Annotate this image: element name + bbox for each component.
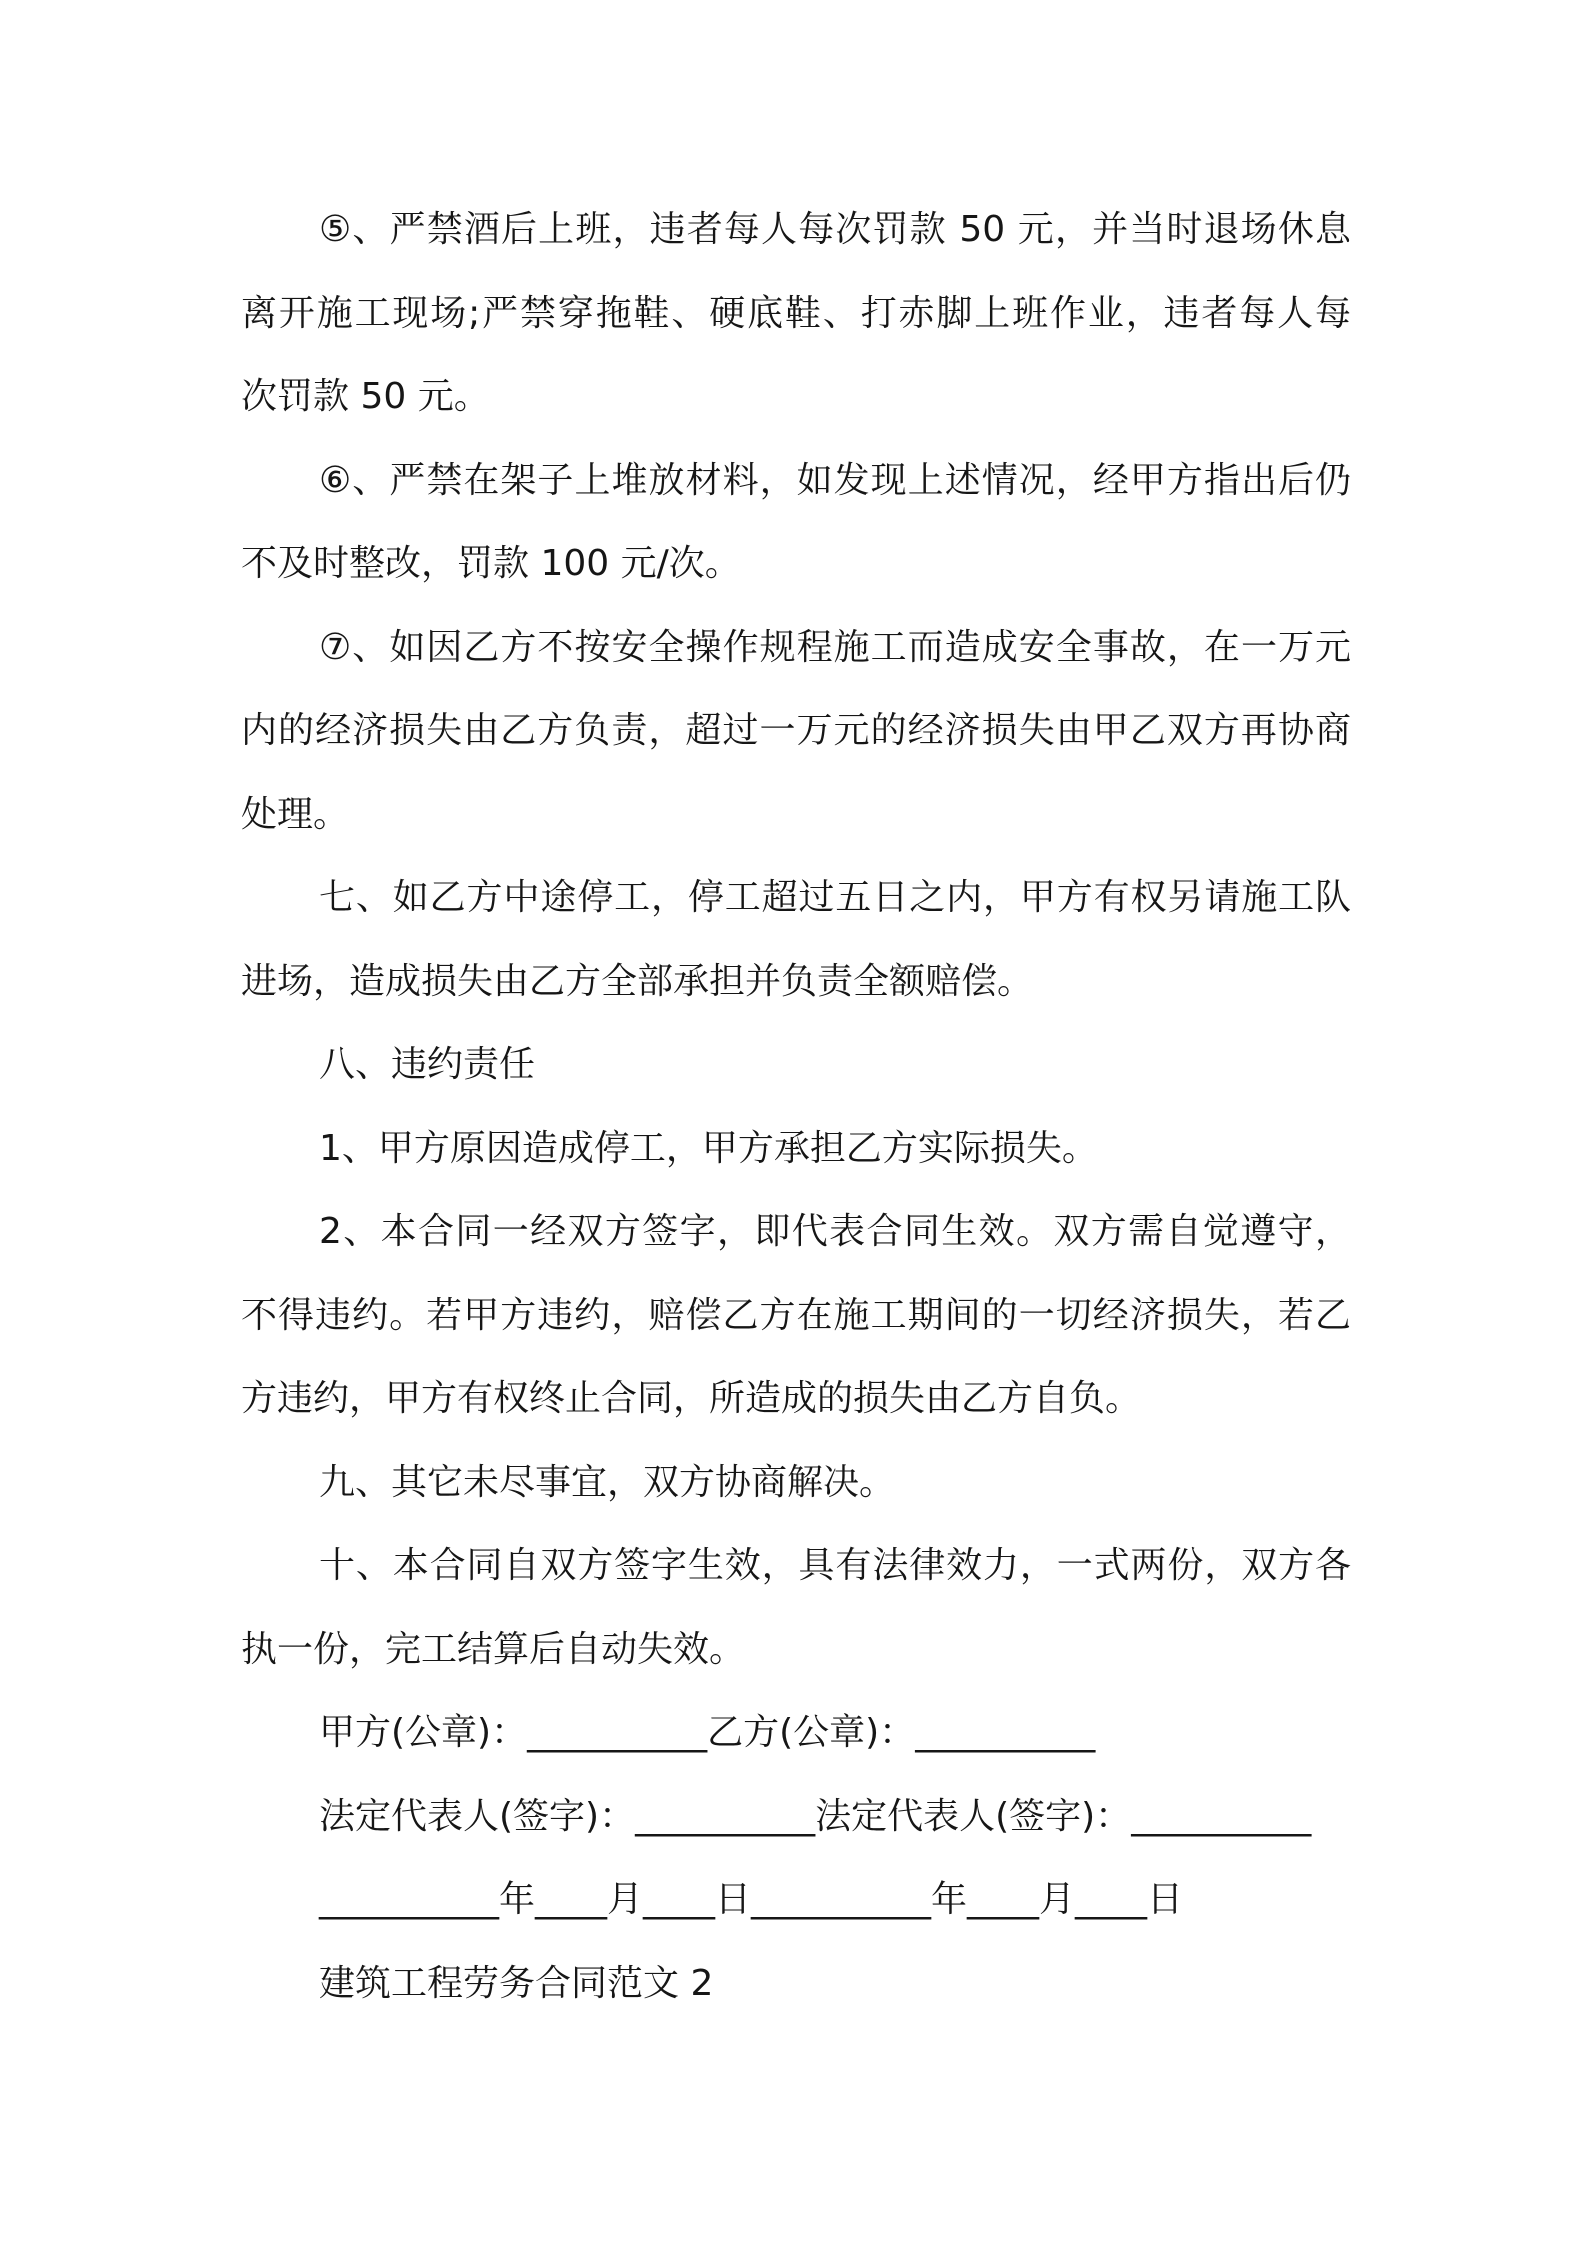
- paragraph-line: ⑤、严禁酒后上班，违者每人每次罚款 50 元，并当时退场休息: [319, 209, 1351, 250]
- paragraph-line: 九、其它未尽事宜，双方协商解决。: [319, 1461, 896, 1503]
- paragraph-line: 1、甲方原因造成停工，甲方承担乙方实际损失。: [319, 1127, 1098, 1169]
- clause-item-7: [241, 606, 1351, 857]
- paragraph-line: ⑥、严禁在架子上堆放材料，如发现上述情况，经甲方指出后仍: [319, 459, 1351, 501]
- party-a-rep-blank: __________: [635, 1795, 816, 1837]
- party-b-rep-blank: __________: [1131, 1795, 1312, 1837]
- paragraph-line: 离开施工现场;严禁穿拖鞋、硬底鞋、打赤脚上班作业，违者每人每: [241, 292, 1351, 334]
- document-title: 建筑工程劳务合同范文 2: [319, 1962, 714, 2004]
- party-a-date: __________年____月____日: [319, 1879, 751, 1920]
- section-heading: 八、违约责任: [319, 1044, 536, 1085]
- next-document-title: [241, 1942, 1351, 2026]
- paragraph-line: 方违约，甲方有权终止合同，所造成的损失由乙方自负。: [241, 1378, 1142, 1419]
- section-10-effectiveness: [241, 1524, 1351, 1691]
- paragraph-line: 2、本合同一经双方签字，即代表合同生效。双方需自觉遵守，: [319, 1211, 1351, 1252]
- paragraph-line: 不及时整改，罚款 100 元/次。: [241, 543, 741, 584]
- paragraph-line: 处理。: [241, 793, 350, 835]
- party-b-seal-label: 乙方(公章)：: [707, 1712, 916, 1753]
- section-7-work-stoppage: [241, 856, 1351, 1023]
- document-body: [241, 188, 1351, 2025]
- paragraph-line: ⑦、如因乙方不按安全操作规程施工而造成安全事故，在一万元: [319, 626, 1351, 668]
- representative-line: [241, 1775, 1351, 1859]
- party-a-rep-label: 法定代表人(签字)：: [319, 1795, 636, 1837]
- party-a-seal-blank: __________: [527, 1712, 708, 1753]
- paragraph-line: 次罚款 50 元。: [241, 376, 490, 417]
- section-8-heading: [241, 1023, 1351, 1107]
- paragraph-line: 进场，造成损失由乙方全部承担并负责全额赔偿。: [241, 960, 1034, 1002]
- liability-item-2: [241, 1190, 1351, 1441]
- paragraph-line: 内的经济损失由乙方负责，超过一万元的经济损失由甲乙双方再协商: [241, 710, 1351, 751]
- section-9-other-matters: [241, 1441, 1351, 1525]
- party-b-date: __________年____月____日: [751, 1879, 1183, 1920]
- paragraph-line: 十、本合同自双方签字生效，具有法律效力，一式两份，双方各: [319, 1545, 1351, 1586]
- seal-line: [241, 1691, 1351, 1775]
- signature-block: [241, 1691, 1351, 1942]
- party-a-seal-label: 甲方(公章)：: [319, 1712, 528, 1753]
- party-b-rep-label: 法定代表人(签字)：: [815, 1795, 1132, 1837]
- date-line: [241, 1858, 1351, 1942]
- paragraph-line: 执一份，完工结算后自动失效。: [241, 1628, 746, 1670]
- clause-item-6: [241, 439, 1351, 606]
- liability-item-1: [241, 1107, 1351, 1191]
- paragraph-line: 不得违约。若甲方违约，赔偿乙方在施工期间的一切经济损失，若乙: [241, 1294, 1351, 1336]
- party-b-seal-blank: __________: [915, 1712, 1096, 1753]
- clause-item-5: [241, 188, 1351, 439]
- paragraph-line: 七、如乙方中途停工，停工超过五日之内，甲方有权另请施工队: [319, 877, 1351, 918]
